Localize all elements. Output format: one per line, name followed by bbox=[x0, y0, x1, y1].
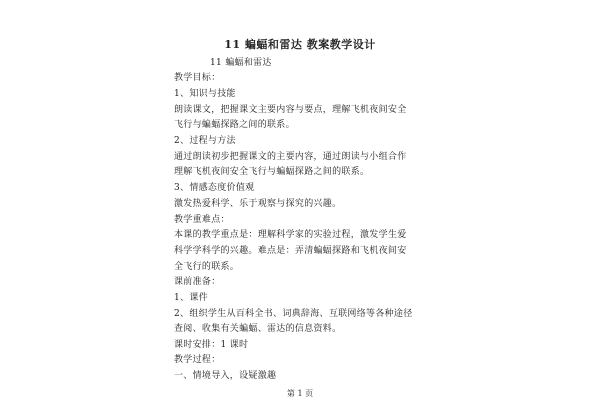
text-line: 飞行与蝙蝠探路之间的联系。 bbox=[174, 120, 295, 130]
text-line: 本课的教学重点是：理解科学家的实验过程，激发学生爱 bbox=[174, 230, 407, 240]
objective-knowledge-heading: 1、知识与技能 bbox=[174, 89, 236, 99]
section-heading-key-points: 教学重难点： bbox=[174, 215, 230, 225]
objective-attitude-heading: 3、情感态度价值观 bbox=[174, 183, 255, 193]
objective-process-heading: 2、过程与方法 bbox=[174, 136, 236, 146]
document-title: 11 蝙蝠和雷达 教案教学设计 bbox=[224, 38, 376, 51]
preparation-item-courseware: 1、课件 bbox=[174, 293, 208, 303]
process-step-intro: 一、情境导入，设疑激趣 bbox=[174, 371, 277, 381]
page-number: 第 1 页 bbox=[286, 389, 314, 398]
document-subtitle: 11 蝙蝠和雷达 bbox=[210, 58, 272, 68]
text-line: 激发热爱科学、乐于观察与探究的兴趣。 bbox=[174, 199, 342, 209]
section-heading-preparation: 课前准备： bbox=[174, 277, 221, 287]
preparation-item-research: 2、组织学生从百科全书、词典辞海、互联网络等各种途径 bbox=[174, 309, 413, 319]
text-line: 理解飞机夜间安全飞行与蝙蝠探路之间的联系。 bbox=[174, 167, 370, 177]
text-line: 查阅、收集有关蝙蝠、雷达的信息资料。 bbox=[174, 324, 342, 334]
text-line: 朗读课文，把握课文主要内容与要点，理解飞机夜间安全 bbox=[174, 105, 407, 115]
section-heading-objectives: 教学目标： bbox=[174, 73, 221, 83]
text-line: 通过朗读初步把握课文的主要内容，通过朗读与小组合作 bbox=[174, 152, 407, 162]
section-heading-process: 教学过程： bbox=[174, 355, 221, 365]
schedule-line: 课时安排：1 课时 bbox=[174, 340, 249, 350]
text-line: 科学学科学的兴趣。难点是：弄清蝙蝠探路和飞机夜间安 bbox=[174, 246, 407, 256]
text-line: 全飞行的联系。 bbox=[174, 262, 240, 272]
